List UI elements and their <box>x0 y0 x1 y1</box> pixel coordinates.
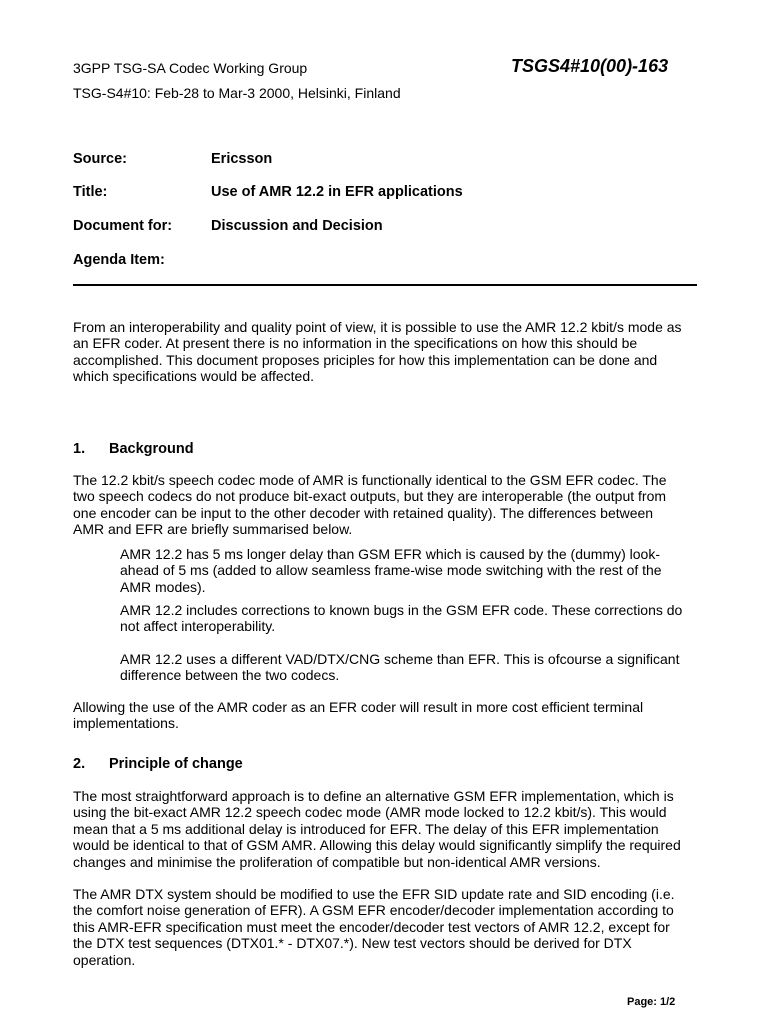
paragraph-line: Allowing the use of the AMR coder as an EFR coder will result in more cost efficient terminal <box>73 699 644 715</box>
document-for-value: Discussion and Decision <box>211 218 383 234</box>
intro-line: accomplished. This document proposes priciples for how this implementation can be done and <box>73 351 658 368</box>
paragraph-line: two speech codecs do not produce bit-exact outputs, but they are interoperable (the output from <box>73 488 667 505</box>
paragraph-line: the comfort noise generation of EFR). A GSM EFR encoder/decoder implementation according to <box>73 902 674 919</box>
intro-line: an EFR coder. At present there is no information in the specifications on how this should be <box>73 335 638 352</box>
page-number: Page: 1/2 <box>627 996 676 1008</box>
document-for-label: Document for: <box>73 218 173 234</box>
intro-line: From an interoperability and quality point of view, it is possible to use the AMR 12.2 kbit/s mode as <box>73 319 682 335</box>
source-value: Ericsson <box>211 151 273 167</box>
title-label: Title: <box>73 184 108 200</box>
meeting-info: TSG-S4#10: Feb-28 to Mar-3 2000, Helsinki, Finland <box>73 85 401 101</box>
header-divider <box>73 284 697 286</box>
section-heading-background <box>73 440 194 458</box>
paragraph-line: implementations. <box>73 715 179 732</box>
section-number: 2. <box>73 756 86 772</box>
item-line: AMR 12.2 has 5 ms longer delay than GSM EFR which is caused by the (dummy) look- <box>120 546 660 562</box>
source-label: Source: <box>73 151 127 167</box>
document-number: TSGS4#10(00)-163 <box>511 56 669 76</box>
item-line: not affect interoperability. <box>120 618 276 635</box>
paragraph-line: operation. <box>73 951 136 968</box>
paragraph-line: The AMR DTX system should be modified to use the EFR SID update rate and SID encoding (i.e. <box>73 886 675 902</box>
section-number: 1. <box>73 441 86 457</box>
paragraph-line: this AMR-EFR specification must meet the encoder/decoder test vectors of AMR 12.2, except for <box>73 918 670 935</box>
difference-item <box>120 602 705 635</box>
item-line: difference between the two codecs. <box>120 667 340 684</box>
item-line: AMR 12.2 uses a different VAD/DTX/CNG scheme than EFR. This is ofcourse a significant <box>120 651 680 667</box>
intro-line: which specifications would be affected. <box>73 368 314 385</box>
difference-item <box>120 651 705 684</box>
paragraph-line: using the bit-exact AMR 12.2 speech codec mode (AMR mode locked to 12.2 kbit/s). This would <box>73 804 667 821</box>
paragraph-line: The 12.2 kbit/s speech codec mode of AMR is functionally identical to the GSM EFR codec. The <box>73 472 667 488</box>
item-line: ahead of 5 ms (added to allow seamless frame-wise mode switching with the rest of the <box>120 562 662 579</box>
working-group: 3GPP TSG-SA Codec Working Group <box>73 60 308 76</box>
item-line: AMR modes). <box>120 578 206 595</box>
principle-paragraph-1 <box>73 788 703 870</box>
background-paragraph-2 <box>73 699 703 732</box>
section-heading-principle <box>73 755 243 773</box>
item-line: AMR 12.2 includes corrections to known bugs in the GSM EFR code. These corrections do <box>120 602 683 618</box>
agenda-item-label: Agenda Item: <box>73 252 165 268</box>
paragraph-line: would be identical to that of GSM AMR. Allowing this delay would significantly simplify the required <box>73 837 681 854</box>
background-paragraph-1 <box>73 472 703 538</box>
difference-item <box>120 546 705 595</box>
paragraph-line: the DTX test sequences (DTX01.* - DTX07.*). New test vectors should be derived for DTX <box>73 935 632 952</box>
paragraph-line: one encoder can be input to the other decoder with retained quality). The differences between <box>73 504 654 521</box>
paragraph-line: The most straightforward approach is to define an alternative GSM EFR implementation, which is <box>73 788 674 804</box>
paragraph-line: mean that a 5 ms additional delay is introduced for EFR. The delay of this EFR implementation <box>73 820 659 837</box>
section-title: Principle of change <box>109 756 243 772</box>
intro-paragraph <box>73 319 703 385</box>
principle-paragraph-2 <box>73 886 703 968</box>
title-value: Use of AMR 12.2 in EFR applications <box>211 184 463 200</box>
paragraph-line: changes and minimise the proliferation of compatible but non-identical AMR versions. <box>73 853 601 870</box>
paragraph-line: AMR and EFR are briefly summarised below. <box>73 521 353 538</box>
section-title: Background <box>109 441 194 457</box>
